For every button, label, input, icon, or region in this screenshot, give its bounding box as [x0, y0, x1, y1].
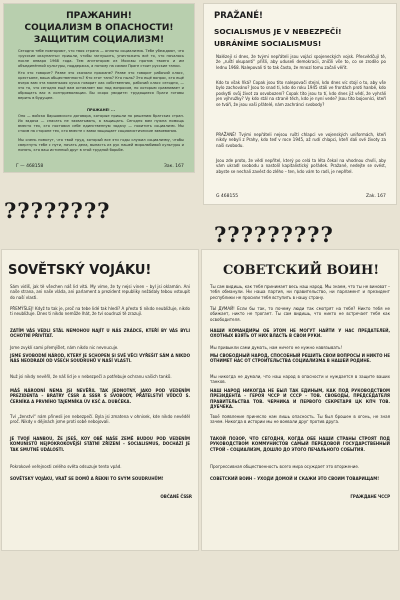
- paragraph: Jsme zvyklí sami přemýšlet, nám nikdo nic nevnucuje.: [10, 345, 119, 350]
- paragraph: Мы никогда не думали, что наш народ в опасности и нуждается в защите ваших танков.: [210, 374, 390, 385]
- subhead: ПРАЖАНЕ! ...: [86, 108, 116, 112]
- paragraph: Кто это говорит? Разве это сказали пражане? Разве это говорит рабочий класс, крестьяне, ваша общественность? Кто этот танк? Кто пыль? Это ещё вопрос, кто ещё вчера вам эта маленькая кучка говорит как собственник, рабочий класс сегодня, — это то, что сегодня ещё вам оставляет вас под вопросом, по которым сравнивает и обращать вас в контрреволюции. Вы скоро увидите: трудящиеся Праги готовы верить в будущее.: [18, 71, 184, 100]
- signature: ГРАЖДАНЕ ЧССР: [350, 494, 390, 499]
- leaflet-top-left: [4, 4, 194, 172]
- paragraph: Ты сам видишь, как тебя принимает весь наш народ. Мы знаем, что ты не виноват – тебя обманули. Ни наша партия, ни правительство, ни парламент и президент республики не просили тебя вступить в нашу страну.: [210, 284, 390, 300]
- caps-paragraph: МЫ СВОБОДНЫЙ НАРОД, СПОСОБНЫЙ РЕШИТЬ СВОИ ВОПРОСЫ И НИКТО НЕ ОТНИМЕТ НАС ОТ СТРОИТЕЛЬСТВА СОЦИАЛИЗМА В НАШЕЙ РОДИНЕ.: [210, 353, 390, 364]
- leaflet-bottom-right: [202, 250, 398, 550]
- order-number: Zak. 167: [366, 194, 386, 199]
- paragraph: Jsou zde proto, že vědí nepřítel, který po celá ta léta čekal na vhodnou chvíli, aby vám ukradl svobodu a nastolil kapitalistický pořádek. Pražané, nedejte se svést, abyste se nechali zavést do zlého – ten, kdo vám to radí, je nepřítel.: [216, 158, 386, 174]
- paragraph: Kdo to však říká? Copak jsou tito nalepovači stejní, kdo dnes víc stojí o to, aby vše bylo zachováno? Jsou to snad ti, kdo do roku 1945 stáli ve frontách proti hanbě, kdo poskytli svůj život za osvobození? Copak tito jsou to tí, kdo dnes již vědí, že vyhráli jen výhružky? Vy kdo stál na straně těch, kdo je nyní vede? Jsou tito bojovníci, kteří se tváří, že jsou vaši přátelé, nám zachránci svobody?: [216, 80, 386, 107]
- paragraph: Прогрессивная общественность всего мира осуждает это вторжение.: [210, 464, 360, 469]
- headline: СОВЕТСКИЙ ВОИН!: [222, 263, 380, 278]
- paragraph: Оно — войска Варшавского договора, которые пришли по решению братских стран. Их задача — спасать не захватывать, а защищать. Сегодня вам нужна помощь вместо тех, кто поставил себе единственную задачу — похитить социализм. Мы стоим на стороне тех, кто вместе с вами защищает социалистические завоевания.: [18, 114, 184, 133]
- caps-paragraph: JSME SVOBODNÍ NÁROD, KTERÝ JE SCHOPEN SI SVÉ VĚCI VYŘEŠIT SÁM A NIKDO NÁS NEODRADÍ OD VŠECH SOUDRUHŮ V NAŠÍ VLASTI.: [10, 353, 190, 364]
- caps-paragraph: НАШИ КОМАНДИРЫ ОБ ЭТОМ НЕ МОГУТ НАЙТИ У НАС ПРЕДАТЕЛЕЙ, ОХОТНЫХ ВЗЯТЬ ОТ НИХ ВЛАСТЬ В СВОИ РУКИ.: [210, 328, 390, 339]
- headline-1: PRAŽANÉ!: [214, 11, 263, 21]
- headline-2: СОЦИАЛИЗМ В ОПАСНОСТИ!: [24, 23, 174, 33]
- paragraph: Сегодня тебе повторяют, что твоя страна — оплоты социализма. Тебе убеждают, что «русские оккупанты» пришли, чтобы заглушить, уничтожить всё то, что началось после января 1968 года. Тем агитатором из Москвы против твоего и им объединённой культуры, поддержка, а потому на самом Праге стоит русские танки.: [18, 49, 184, 68]
- order-number: Зак. 167: [164, 164, 184, 169]
- leaflet-top-right: [204, 4, 396, 204]
- paragraph: ТЫ ДУМАЙ! Если бы так, то почему люди так смотрят на тебя? Никто тебя не обижает, никто не трогает. Ты сам видишь, что никто не встречает тебя как освободителя.: [210, 306, 390, 322]
- caps-paragraph: ТАКОЙ ПОЗОР, ЧТО СЕГОДНЯ, КОГДА ОБЕ НАШИ СТРАНЫ СТРОЯТ ПОД РУКОВОДСТВОМ КОММУНИСТОВ САМЫЙ ПЕРЕДОВОЙ ГОСУДАРСТВЕННЫЙ СТРОЙ – СОЦИАЛИЗМ, ДОШЛО ДО ЭТОГО ПЕЧАЛЬНОГО СОБЫТИЯ.: [210, 436, 390, 452]
- leaflet-bottom-left: [2, 250, 198, 550]
- paragraph: Nalézejí si dnes, že tvými nepřáteli jsou vojáci spojeneckých vojsk. Přesvědčují tě, že „ruští okupanti“ přišli, aby uduseli demokracii, zničili vše to, co se zrodilo po lednu 1968. Nalepovali ti to tak často, že mnozí tomu začali věřit.: [216, 54, 386, 70]
- paragraph: Мы очень помогут, что твой труд, который все эти годы служил социализму, чтобы свергнуть тебе с пути, начать дела, выпасть из рук нашей миролюбивой культуры и понять, кто ваш истинный друг в этой трудной борьбе.: [18, 138, 184, 152]
- headline: SOVĚTSKÝ VOJÁKU!: [8, 263, 152, 278]
- caps-paragraph: НАШ НАРОД НИКОГДА НЕ БЫЛ ТАК ЕДИНЫМ, КАК ПОД РУКОВОДСТВОМ ПРЕЗИДЕНТА – ГЕРОЯ ЧССР И СССР – ТОВ. СВОБОДЫ, ПРЕДСЕДАТЕЛЯ ПРАВИТЕЛЬСТВА ТОВ. ЧЕРНИКА И ПЕРВОГО СЕКРЕТАРЯ ЦК КПЧ ТОВ. ДУБЧЕКА.: [210, 388, 390, 410]
- headline-3: UBRÁNÍME SOCIALISMUS!: [214, 39, 322, 48]
- caps-paragraph: SOVĚTSKÝ VOJÁKU, VRAŤ SE DOMŮ A ŘEKNI TO SVÝM SOUDRUHŮM!: [10, 476, 164, 481]
- paragraph: Tví „ženství“ nám přinesli jen nebezpečí. Byla jsi zmatena v ohnisek, kde nikdo nevěděl proč. Nikdy v dějinách jsme proti sobě nebojovali.: [10, 414, 190, 425]
- caps-paragraph: MÁŠ NÁRODNÍ NEMA JSI NEVĚŘIL TAK JEDNOTNÝ, JAKO POD VEDENÍM PREZIDENTA – BRATRY ČSSR A SSSR S SVOBODY, PŘÁTELSTVÍ VŮDCŮ S. ČERNÍKA A PRVNÍHO TAJEMNÍKA ÚV KSČ A. DUBČEKA.: [10, 388, 190, 404]
- headline-3: ЗАЩИТИМ СОЦИАЛИЗМ!: [33, 35, 165, 45]
- print-code: Г — 468158: [16, 164, 44, 169]
- paragraph: Sám vidíš, jak tě všechen náš lid vítá. My víme, že ty nejsi vinen – byl jsi oklamán. Ani naše strana, ani naše vláda, ani parlament a prezident republiky nežádaly tebou vstoupit do naší vlasti.: [10, 284, 190, 300]
- headline-2: SOCIALISMUS JE V NEBEZPEČÍ!: [214, 27, 342, 36]
- caps-paragraph: ZATÍM VÁS VEDLI STÁL NEMOHOU NAJÍT U NÁS ZRÁDCE, KTEŘÍ BY VÁS BYLI OCHOTNÍ PŘIVÍTAT.: [10, 328, 190, 339]
- paragraph: PŘEMÝŠLEJ! Když to tak je, proč na tebe lidé tak hledí? A přesto ti nikdo neubližuje, nikdo ti neubližuje. Dnes ti nikdo nemůže lhát, že tví soudruzi tě zrazují.: [10, 306, 190, 317]
- headline-1: ПРАЖАНИН!: [66, 11, 132, 21]
- question-marks-right: ?????????: [214, 222, 334, 247]
- paragraph: Мы привыкли сами думать, нам ничего не нужно навязывать!: [210, 345, 343, 350]
- subhead: PRAŽANÉ! Tvými nepřáteli nejsou ruští chlapci ve vojenských uniformách, kteří nikdy nebyli z Prahy, kdo teď v roce 1945, až rudí chlapci, kteří dali své životy za naši svobodu.: [216, 132, 386, 148]
- question-marks-left: ????????: [4, 198, 111, 223]
- signature: OBČANÉ ČSSR: [160, 494, 192, 499]
- paragraph: Pokrokové veřejnosti celého světa odsuzuje tento vpád.: [10, 464, 122, 469]
- paragraph: Nuž jsi nikdy nevěřil, že náš lid je v nebezpečí a potřebuje ochranu vašich tanků.: [10, 374, 172, 379]
- caps-paragraph: СОВЕТСКИЙ ВОИН – УХОДИ ДОМОЙ И СКАЖИ ЭТО СВОИМ ТОВАРИЩАМ!: [210, 476, 380, 481]
- caps-paragraph: JE TVOJÍ HANBOU, ŽE JSEŠ, KOY OBĚ NAŠE ZEMĚ BUDOU POD VEDENÍM KOMUNISTŮ NEJPOKROKOVĚJŠÍ STÁTNÍ ZŘÍZENÍ – SOCIALISMUS, DOCHÁZÍ JE TAK SMUTNÉ UDÁLOSTI.: [10, 436, 190, 452]
- paragraph: Твоё появление принесло нам лишь опасность. Ты был брошен в огонь, не зная зачем. Никогда в истории мы не воевали друг против друга.: [210, 414, 390, 425]
- print-code: G 468155: [216, 194, 239, 199]
